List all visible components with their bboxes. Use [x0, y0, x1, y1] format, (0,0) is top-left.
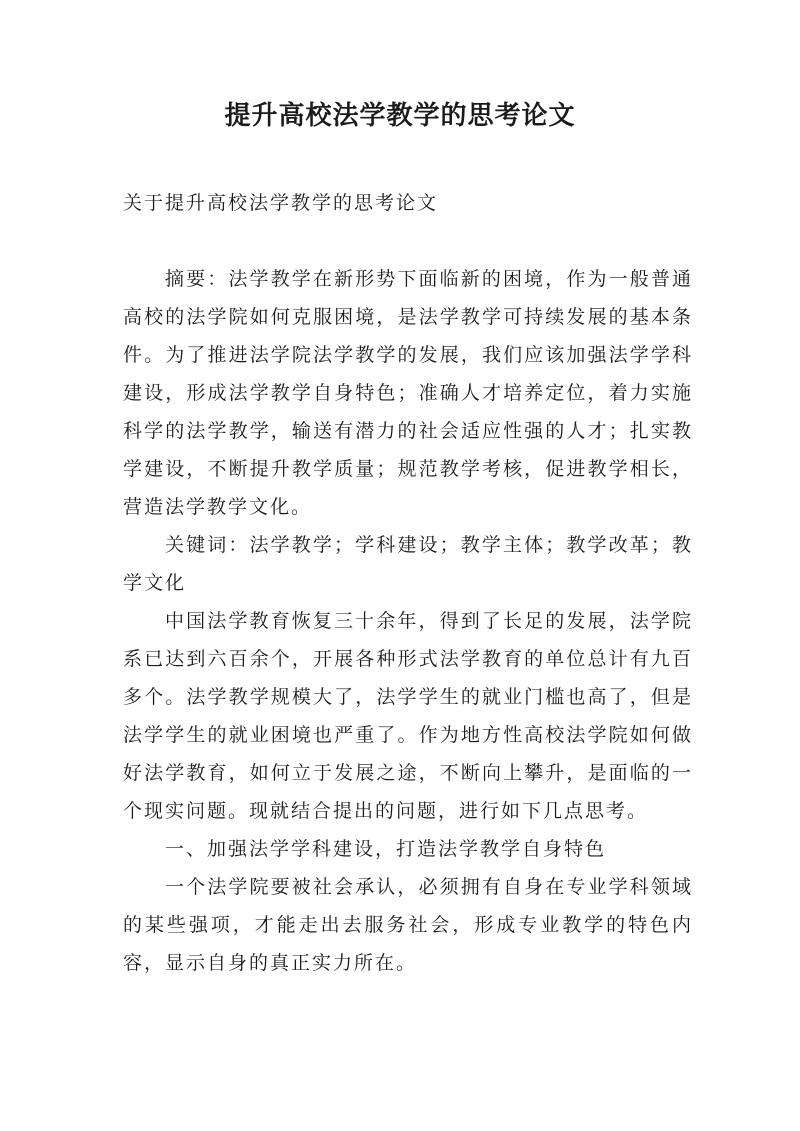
section-paragraph: 一个法学院要被社会承认，必须拥有自身在专业学科领域的某些强项，才能走出去服务社会，形成专业教学的特色内容，显示自身的真正实力所在。: [123, 876, 693, 974]
document-title: 提升高校法学教学的思考论文: [224, 101, 576, 131]
document-subtitle: 关于提升高校法学教学的思考论文: [123, 192, 439, 214]
keywords-paragraph: 关键词：法学教学；学科建设；教学主体；教学改革；教学文化: [123, 534, 693, 594]
document-body: [123, 184, 693, 982]
abstract-paragraph: 摘要：法学教学在新形势下面临新的困境，作为一般普通高校的法学院如何克服困境，是法学教学可持续发展的基本条件。为了推进法学院法学教学的发展，我们应该加强法学学科建设，形成法学教学自身特色；准确人才培养定位，着力实施科学的法学教学，输送有潜力的社会适应性强的人才；扎实教学建设，不断提升教学质量；规范教学考核，促进教学相长，营造法学教学文化。: [123, 268, 693, 518]
intro-paragraph: 中国法学教育恢复三十余年，得到了长足的发展，法学院系已达到六百余个，开展各种形式法学教育的单位总计有九百多个。法学教学规模大了，法学学生的就业门槛也高了，但是法学学生的就业困境也严重了。作为地方性高校法学院如何做好法学教育，如何立于发展之途，不断向上攀升，是面临的一个现实问题。现就结合提出的问题，进行如下几点思考。: [123, 610, 693, 822]
section-heading: 一、加强法学学科建设，打造法学教学自身特色: [165, 838, 607, 860]
